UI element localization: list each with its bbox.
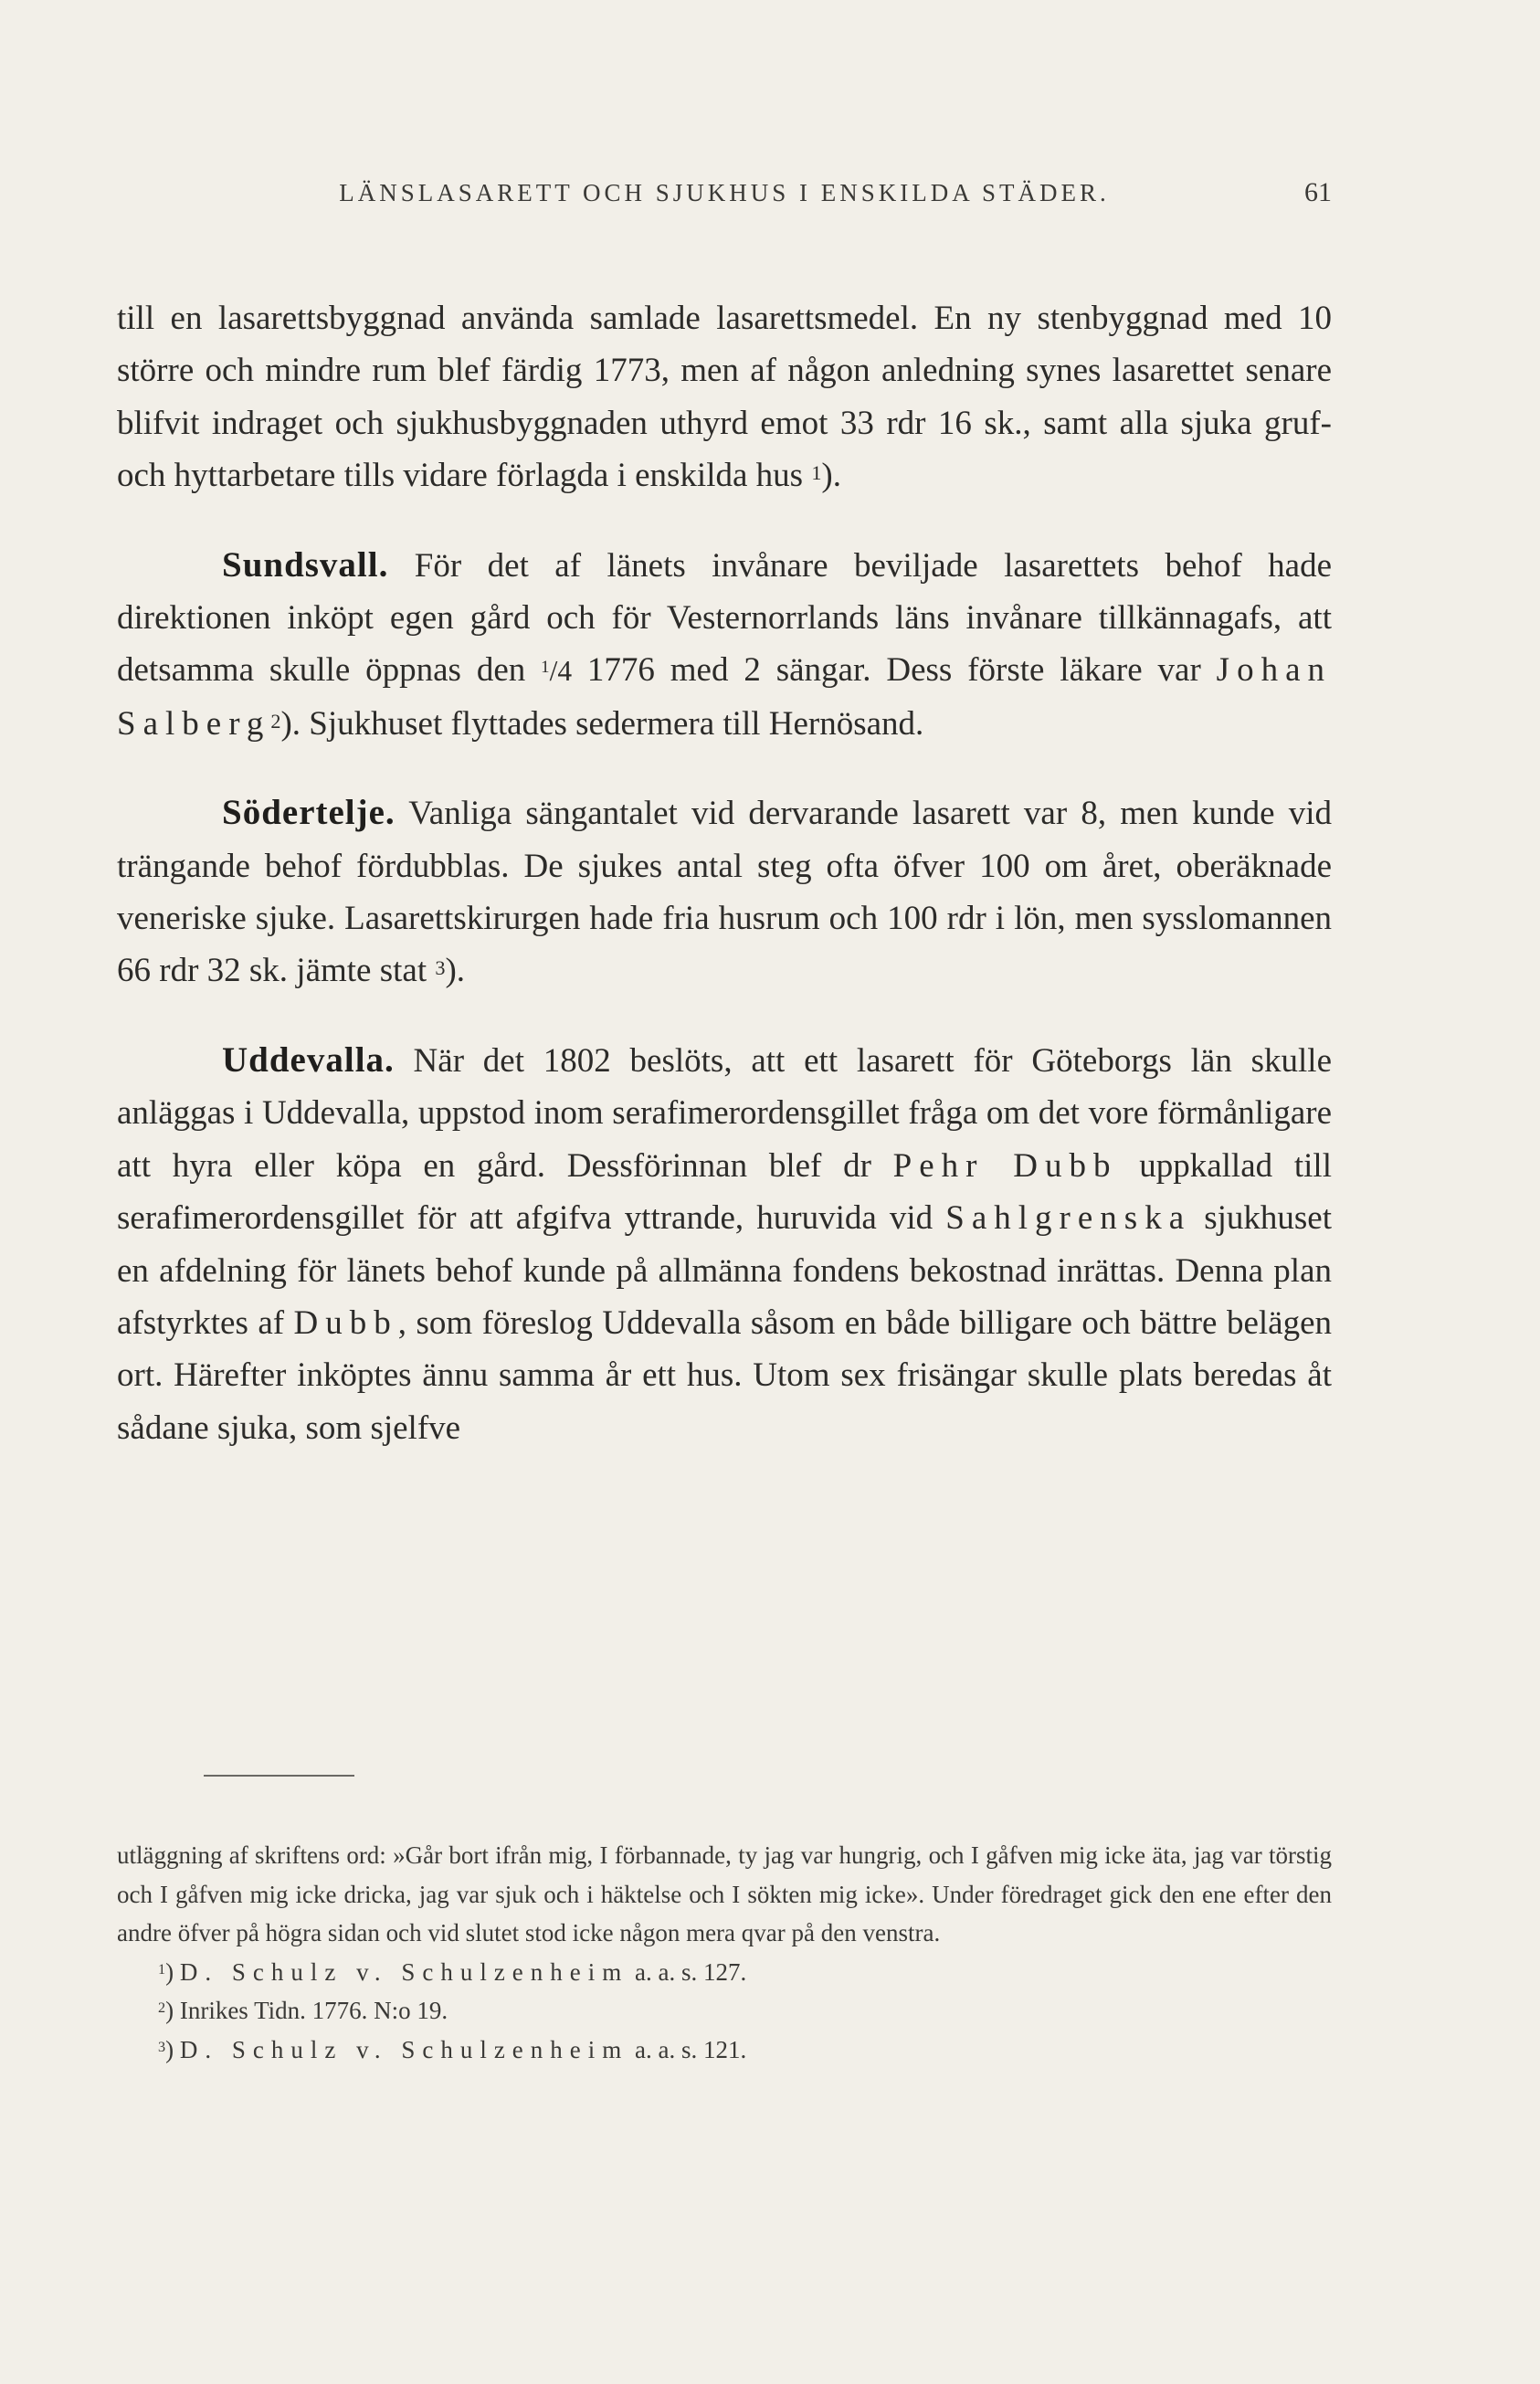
footnote-1-text: a. a. s. 127.: [628, 1957, 747, 1986]
footnote-ref-3: 3: [435, 956, 446, 980]
place-heading-sodertelje: Södertelje.: [222, 793, 396, 833]
uddevalla-text-b: uppkallad till serafimerordensgillet för att afgifva yttrande, huruvida vid: [117, 1146, 1332, 1238]
running-title: LÄNSLASARETT OCH SJUKHUS I ENSKILDA STÄDER.: [339, 179, 1110, 206]
paragraph-intro-text: till en lasarettsbyggnad använda samlade lasarettsmedel. En ny stenbyggnad med 10 större och mindre rum blef färdig 1773, men af någon anledning synes lasarettet senare blifvit indraget och sjukhusbyggnaden uthyrd emot 33 rdr 16 sk., samt alla sjuka gruf- och hyttarbetare tills vidare förlagda i enskilda hus: [117, 300, 1332, 495]
place-heading-uddevalla: Uddevalla.: [222, 1039, 395, 1080]
footnote-2: [158, 1991, 1332, 2031]
running-head: [117, 179, 1332, 216]
page-number: 61: [1304, 177, 1332, 207]
date-fraction: $^1$/4: [541, 655, 573, 688]
footnote-ref-1: 1: [811, 461, 822, 485]
footnote-1: $^1$) D. Schulz v. Schulzenheim a. a. s. 127.: [158, 1957, 747, 1986]
person-name-dubb: Pehr Dubb: [892, 1146, 1118, 1185]
sundsvall-text-a: För det af länets invånare beviljade lasarettets behof hade direktionen inköpt egen gård och för Vesternorrlands läns invånare tillkännagafs, att detsamma skulle öppnas den: [117, 546, 1332, 690]
name-sahlgrenska: Sahlgrenska: [945, 1199, 1192, 1238]
footnote-2-mark: 2: [158, 1999, 166, 2016]
date-fraction-numerator: 1: [541, 658, 550, 678]
paragraph-uddevalla: [117, 1034, 1332, 1454]
footnote-3: $^3$) D. Schulz v. Schulzenheim a. a. s. 121.: [158, 2035, 747, 2063]
body-text: [117, 292, 1332, 1454]
footnote-2-text: ) Inrikes Tidn. 1776. N:o 19.: [165, 1997, 448, 2024]
uddevalla-text-d: , som föreslog Uddevalla såsom en både billigare och bättre belägen ort. Härefter inköptes ännu samma år ett hus. Utom sex frisängar skulle plats beredas åt sådane sjuka, som sjelfve: [117, 1303, 1333, 1447]
uddevalla-text-a: När det 1802 beslöts, att ett lasarett för Göteborgs län skulle anläggas i Uddevalla, uppstod inom serafimerordensgillet fråga om det vore förmånligare att hyra eller köpa en gård. Dessförinnan blef dr: [117, 1041, 1332, 1185]
footnote-3-author: D. Schulz v. Schulzenheim: [179, 2035, 629, 2063]
sundsvall-text-b: 1776 med 2 sängar. Dess förste läkare var: [572, 651, 1217, 690]
uddevalla-text-c: sjukhuset en afdelning för länets behof kunde på allmänna fondens bekostnad inrättas. Denna plan afstyrktes af: [117, 1199, 1333, 1342]
person-name-salberg: Johan Salberg: [117, 651, 1332, 743]
paragraph-intro-end: ).: [821, 457, 841, 495]
date-fraction-denominator: 4: [557, 655, 573, 688]
footnote-3-mark: 3: [158, 2038, 166, 2055]
footnote-ref-2: 2: [270, 709, 281, 733]
footnote-1-mark: 1: [158, 1960, 166, 1978]
footnotes: [117, 1836, 1332, 2069]
paragraph-intro: [117, 292, 1332, 502]
paragraph-sodertelje: [117, 786, 1332, 997]
person-name-dubb-2: Dubb: [293, 1303, 398, 1342]
footnote-3-text: a. a. s. 121.: [628, 2035, 747, 2063]
footnote-divider: [204, 1775, 354, 1777]
place-heading-sundsvall: Sundsvall.: [222, 544, 389, 585]
footnote-continuation: utläggning af skriftens ord: »Går bort ifrån mig, I förbannade, ty jag var hungrig, och I gåfven mig icke äta, jag var törstig och I gåfven mig icke dricka, jag var sjuk och i häktelse och I sökten mig icke». Under föredraget gick den ene efter den andre öfver på högra sidan och vid slutet stod icke någon mera qvar på den venstra.: [117, 1841, 1332, 1946]
sodertelje-text: Vanliga sängantalet vid dervarande lasarett var 8, men kunde vid trängande behof fördubblas. De sjukes antal steg ofta öfver 100 om året, oberäknade veneriske sjuke. Lasarettskirurgen hade fria husrum och 100 rdr i lön, men sysslomannen 66 rdr 32 sk. jämte stat: [117, 795, 1332, 990]
footnote-1-author: D. Schulz v. Schulzenheim: [179, 1957, 629, 1986]
paragraph-sundsvall: [117, 539, 1332, 751]
sundsvall-text-c: ). Sjukhuset flyttades sedermera till Hernösand.: [280, 704, 924, 743]
sodertelje-end: ).: [445, 952, 466, 990]
